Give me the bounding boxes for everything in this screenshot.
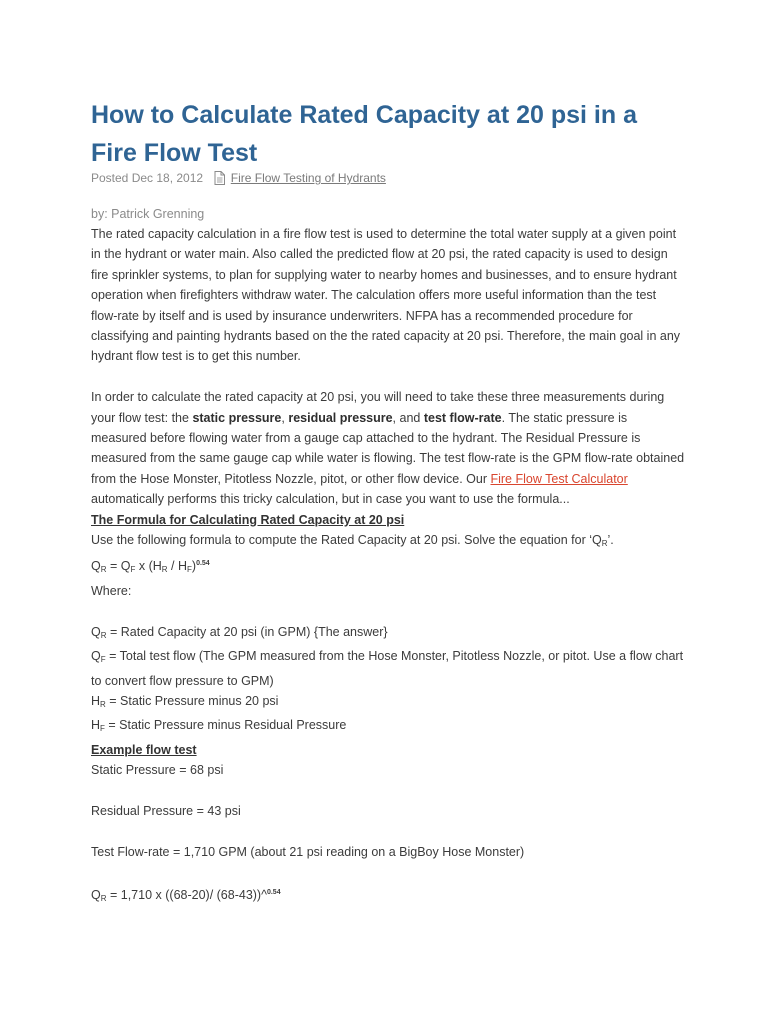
example-heading: Example flow test xyxy=(91,742,197,757)
subscript: R xyxy=(100,565,107,575)
subscript: R xyxy=(100,630,107,640)
text-segment: x (H xyxy=(135,559,162,574)
text-segment: = Static Pressure minus 20 psi xyxy=(105,693,279,708)
example-residual-pressure: Residual Pressure = 43 psi xyxy=(91,803,241,818)
formula-heading: The Formula for Calculating Rated Capacity at 20 psi xyxy=(91,512,405,527)
text-segment: Use the following formula to compute the Rated Capacity at 20 psi. Solve the equation for ‘Q xyxy=(91,533,602,548)
text-segment: In order to calculate the rated capacity at 20 psi, you will need to take these three measurements during your flow test: the xyxy=(91,390,665,425)
symbol: H xyxy=(91,718,101,733)
subscript: R xyxy=(601,539,608,549)
formula-intro xyxy=(91,530,685,554)
text-segment: . The static pressure is measured before flowing water from a gauge cap attached to the hydrant. The Residual Pressure is measured from the same gauge cap while water is flowing. The test flow-rate is the GPM flow-rate obtained from the Hose Monster, Pitotless Nozzle, pitot, or other flow device. Our xyxy=(91,410,685,486)
exponent: 0.54 xyxy=(266,888,281,896)
subscript: R xyxy=(100,699,106,709)
text-segment: = Total test flow (The GPM measured from the Hose Monster, Pitotless Nozzle, or pitot. Use a flow chart to convert flow pressure to GPM) xyxy=(91,649,684,688)
text-segment: = Q xyxy=(106,559,131,574)
article xyxy=(91,96,685,909)
post-meta xyxy=(91,169,685,190)
text-segment: / H xyxy=(167,559,187,574)
example-static-pressure: Static Pressure = 68 psi xyxy=(91,763,224,778)
definition-qr xyxy=(91,622,685,646)
text-segment: , xyxy=(281,410,289,425)
category-link[interactable]: Fire Flow Testing of Hydrants xyxy=(230,171,386,185)
exponent: 0.54 xyxy=(196,560,210,568)
document-icon xyxy=(214,171,225,190)
article-title: How to Calculate Rated Capacity at 20 psi in a Fire Flow Test xyxy=(91,101,637,167)
symbol: Q xyxy=(91,649,101,664)
symbol: H xyxy=(91,693,101,708)
example-flow-rate: Test Flow-rate = 1,710 GPM (about 21 psi reading on a BigBoy Hose Monster) xyxy=(91,844,525,859)
subscript: R xyxy=(100,893,107,903)
text-segment: = Rated Capacity at 20 psi (in GPM) {The answer} xyxy=(106,624,388,639)
text-segment: automatically performs this tricky calculation, but in case you want to use the formula... xyxy=(91,492,570,507)
example-calculation xyxy=(91,883,685,909)
byline: by: Patrick Grenning xyxy=(91,207,205,221)
posted-date: Posted Dec 18, 2012 xyxy=(91,171,204,185)
term-test-flow-rate: test flow-rate xyxy=(423,410,502,425)
subscript: F xyxy=(100,655,106,665)
subscript: F xyxy=(187,565,192,575)
subscript: R xyxy=(161,565,168,575)
symbol: Q xyxy=(91,887,101,902)
fire-flow-calculator-link[interactable]: Fire Flow Test Calculator xyxy=(490,471,628,486)
text-segment: , and xyxy=(392,410,424,425)
term-static-pressure: static pressure xyxy=(192,410,282,425)
intro-paragraph: The rated capacity calculation in a fire flow test is used to determine the total water supply at a given point in the hydrant or water main. Also called the predicted flow at 20 psi, the rated capacity is used to design fire sprinkler systems, to plan for supplying water to nearby homes and businesses, and to ensure hydrant operation when firefighters withdraw water. The calculation offers more useful information than the test flow-rate by itself and is used by insurance underwriters. NFPA has a recommended procedure for classifying and painting hydrants based on the the rated capacity at 20 psi. Therefore, the main goal in any hydrant flow test is to get this number. xyxy=(91,227,681,364)
definition-hf xyxy=(91,715,685,739)
text-segment: = 1,710 x ((68-20)/ (68-43))^ xyxy=(106,887,267,902)
text-segment: ’. xyxy=(607,533,614,548)
text-segment: = Static Pressure minus Residual Pressure xyxy=(104,718,347,733)
symbol: Q xyxy=(91,559,101,574)
subscript: F xyxy=(100,724,105,734)
text-segment: ) xyxy=(191,559,197,574)
symbol: Q xyxy=(91,624,101,639)
subscript: F xyxy=(130,565,136,575)
where-label: Where: xyxy=(91,583,132,598)
term-residual-pressure: residual pressure xyxy=(288,410,393,425)
measurements-paragraph xyxy=(91,387,685,509)
definition-hr xyxy=(91,691,685,715)
formula xyxy=(91,554,685,580)
definition-qf xyxy=(91,646,685,691)
